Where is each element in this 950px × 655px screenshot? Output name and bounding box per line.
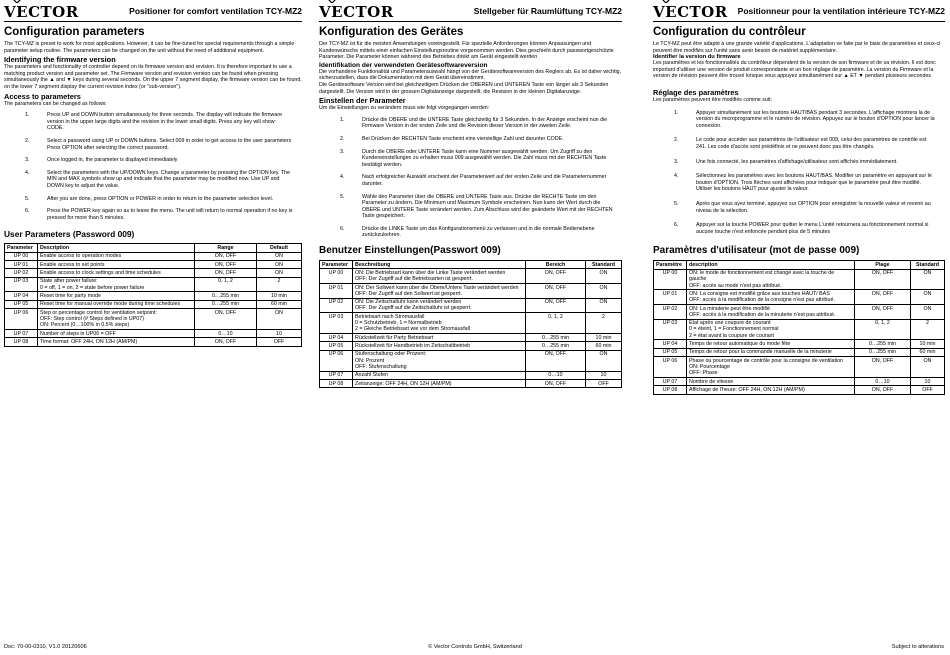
list-item: 3. Durch die OBERE oder UNTERE Taste kann eine Nummer ausgewählt werden. Um Zugriff zu den Kundeneinstellungen zu erhalten muss 009 ausgewählt werden. Die Zahl muss mit der RECHTEN Taste bestätigt werden. — [340, 148, 607, 168]
param-cell: UP 01 — [5, 261, 38, 269]
list-item: 5. Après que vous ayez terminé, appuyez sur OPTION pour enregistrer la nouvelle valeur et revenir au niveau de la sélection. — [674, 200, 931, 214]
logo-chevron-icon — [662, 0, 670, 3]
param-cell: UP 04 — [654, 340, 687, 348]
default-cell: ON — [911, 290, 945, 305]
param-cell: UP 08 — [320, 380, 353, 388]
range-cell: ON, OFF — [195, 261, 257, 269]
description-cell: Number of steps in UP06 = OFF — [38, 330, 195, 338]
header-english — [4, 0, 302, 22]
range-cell: 0…255 min — [855, 348, 911, 356]
list-item: 3. Once logged in, the parameter is displayed immediately — [25, 157, 178, 164]
range-cell: ON, OFF — [195, 269, 257, 277]
list-item: 1. Drücke die OBERE und die UNTERE Taste gleichzeitig für 3 Sekunden. In der Anzeige erscheint nun die Firmware Version in der ersten Zeile und die Revision dieser Version in der zweiten Zeile. — [340, 116, 608, 130]
description-cell: Nombre de vitesse — [687, 378, 855, 386]
description-cell: Rückstellzeit für Party Betriebsart — [353, 334, 526, 342]
param-cell: UP 08 — [5, 338, 38, 346]
list-item: 6. Appuyer sur la touche POWER pour quitter le menu L'unité retournera au fonctionnement normal si aucune touche n'est enfoncée pendant plus de 5 minutes — [674, 222, 929, 235]
description-cell: État après une coupure de courant 0 = éteint, 1 = Fonctionnement normal 2 = état avant la coupure de courant — [687, 319, 855, 340]
range-cell: ON, OFF — [195, 252, 257, 260]
description-cell: Enable access to operation modes — [38, 252, 195, 260]
param-cell: UP 05 — [654, 348, 687, 356]
param-cell: UP 06 — [320, 350, 353, 371]
param-cell: UP 00 — [654, 269, 687, 290]
column-header: Bereich — [526, 261, 586, 269]
param-cell: UP 07 — [320, 371, 353, 379]
param-cell: UP 01 — [320, 284, 353, 299]
column-header: Beschreibung — [353, 261, 526, 269]
firmware-text: Les paramètres et les fonctionnalités du contrôleur dépendent de la version de son firmware et de sa révision. Il est donc important d'utiliser une version de produit correspondante et un bon réglage de paramètre. La version du Firmware et la version de révision peuvent être trouvé lorsque vous appuyez simultanément sur ▲ ET ▼ pendant plusieurs secondes — [653, 60, 936, 80]
range-cell: 0…255 min — [526, 334, 586, 342]
range-cell: 0, 1, 2 — [855, 319, 911, 340]
table-row — [5, 309, 302, 330]
description-cell: Betriebsart nach Stromausfall 0 = Schutzbetrieb, 1 = Normalbetrieb 2 = Gleiche Betriebsart wie vor dem Stromausfall — [353, 313, 526, 334]
param-cell: UP 00 — [5, 252, 38, 260]
header-german — [319, 0, 622, 22]
firmware-text: Die vorhandene Funktionalität und Parameterauswahl hängt von der Gerätesoftwareversion des Reglers ab. Es ist daher wichtig, sicherzustellen, dass die Dokumentation mit dem Gerät übereinstimmt. Die Gerätesoftware Version wird bei gleichzeitigem Drücken der OBEREN und UNTEREN Taste von länger als 3 Sekunden dargestellt. Die Version wird in der grossen Digitalanzeige dargestellt, die Revision in der kleinen Digitalanzeige. — [319, 68, 622, 95]
access-heading: Einstellen der Parameter — [319, 96, 406, 106]
header-title: Positionneur pour la ventilation intérieure TCY-MZ2 — [737, 6, 945, 16]
table-row — [320, 371, 622, 379]
default-cell: ON — [586, 284, 622, 299]
column-header: Plage — [855, 261, 911, 269]
table-row — [654, 378, 945, 386]
description-cell: Zeitanzeige: OFF 24H, ON 12H (AM/PM) — [353, 380, 526, 388]
range-cell: ON, OFF — [526, 269, 586, 284]
footer-copyright: © Vector Controls GmbH, Switzerland — [428, 644, 522, 650]
param-cell: UP 05 — [5, 300, 38, 308]
description-cell: ON: le mode de fonctionnement est changé avec la touche de gauche OFF: accès au mode n'est pas attribué. — [687, 269, 855, 290]
table-row — [654, 348, 945, 356]
vector-logo — [319, 3, 394, 21]
access-heading: Réglage des paramètres — [653, 87, 739, 97]
list-item: 1. Press UP and DOWN button simultaneously for three seconds. The display will indicate the firmware version in the upper large digits and the revision in the lower small digits. Press any key will show: CODE. — [25, 112, 283, 132]
table-header-row — [654, 261, 945, 269]
default-cell: ON — [911, 269, 945, 290]
firmware-heading: Identifikation der verwendeten Gerätesoftwareversion — [319, 61, 488, 69]
range-cell: ON, OFF — [855, 305, 911, 320]
description-cell: Time format: OFF 24H, ON 12H (AM/PM) — [38, 338, 195, 346]
description-cell: Reset time for manual override mode during time schedules — [38, 300, 195, 308]
table-row — [320, 269, 622, 284]
param-cell: UP 07 — [654, 378, 687, 386]
steps-list — [653, 110, 945, 236]
intro-text: The TCY-MZ is preset to work for most applications. However, it can be fine-tuned for special requirements through a simple parameter setup routine. The parameters can be changed on the unit without the need of additional equipment. — [4, 41, 295, 54]
default-cell: ON — [257, 309, 302, 330]
table-row — [654, 290, 945, 305]
table-row — [654, 269, 945, 290]
default-cell: 60 min — [911, 348, 945, 356]
column-header: Standard — [911, 261, 945, 269]
section-heading: Configuration parameters — [4, 26, 145, 38]
param-cell: UP 02 — [654, 305, 687, 320]
description-cell: State after power failure: 0 = off, 1 = on, 2 = state before power failure — [38, 277, 195, 292]
description-cell: ON: La minuterie peut être modifié OFF: accès à la modification de la minuterie n'est pas attribué. — [687, 305, 855, 320]
default-cell: 2 — [586, 313, 622, 334]
firmware-text: The parameters and functionality of controller depend on its firmware version and revision. It is therefore important to use a matching product version and parameter set. The Firmware version and revision version can be found when pressing simultaneously the ▲ and ▼ keys during several seconds. On the upper 7 segment display, the firmware version can be found, on the lower 7 segment display the current revision index (or "sub-version"). — [4, 64, 302, 90]
range-cell: 0…10 — [855, 378, 911, 386]
table-row — [5, 330, 302, 338]
column-english — [4, 0, 302, 640]
vector-logo — [4, 3, 79, 21]
range-cell: ON, OFF — [195, 338, 257, 346]
list-item: 2. Le code pour accéder aux paramètres de l'utilisateur est 009, celui des paramètres de contrôle est 241. Les code d'accès sont prédéfinis et ne peuvent donc pas être changés. — [674, 137, 927, 150]
default-cell: ON — [911, 357, 945, 378]
table-row — [5, 277, 302, 292]
param-cell: UP 05 — [320, 342, 353, 350]
firmware-heading: Identifying the firmware version — [4, 55, 116, 65]
default-cell: 10 — [257, 330, 302, 338]
column-german — [319, 0, 622, 640]
parameter-table — [653, 260, 945, 395]
range-cell: 0, 1, 2 — [526, 313, 586, 334]
table-row — [320, 298, 622, 313]
default-cell: ON — [911, 305, 945, 320]
param-cell: UP 04 — [5, 292, 38, 300]
range-cell: ON, OFF — [526, 350, 586, 371]
description-cell: ON: La consigne est modifié grâce aux touches HAUT/ BAS OFF: accès à la modification de la consigne n'est pas attribué. — [687, 290, 855, 305]
default-cell: 10 min — [586, 334, 622, 342]
list-item: 3. Une fois connecté, les paramètres d'affichage/utilisateur sont affichés immédiatement. — [674, 158, 898, 165]
table-row — [5, 261, 302, 269]
table-row — [654, 357, 945, 378]
default-cell: ON — [257, 252, 302, 260]
description-cell: Stufenschaltung oder Prozent: ON: Prozent OFF: Stufenschaltung — [353, 350, 526, 371]
access-text: Les paramètres peuvent être modifiés comme suit: — [653, 96, 772, 103]
column-header: Paramètre — [654, 261, 687, 269]
list-item: 5. Wähle den Parameter über die OBERE und UNTERE Taste aus. Drücke die RECHTE Taste um den Parameter zu ändern. Die Minimum und Maximum Symbole erscheinen. Nun kann der Wert durch die OBERE und UNTERE Taste verändert werden. Zum Abschluss wird der geänderte Wert mit der RECHTEN Taste gespeichert. — [340, 193, 613, 220]
description-cell: Step or percentage control for ventilation setpoint: OFF: Step control (# Steps defined in UP07) ON: Percent (0…100% in 0.5% steps) — [38, 309, 195, 330]
header-french — [653, 0, 945, 22]
table-title: Paramètres d'utilisateur (mot de passe 009) — [653, 245, 860, 257]
header-title: Stellgeber für Raumlüftung TCY-MZ2 — [473, 6, 622, 16]
intro-text: Der TCY-MZ ist für die meisten Anwendungen voreingestellt. Für spezielle Anforderungen können Anpassungen und Kundenwünsche mittels einer einfachen Einstellungsroutine vorgenommen werden. Dies geschieht durch passwortgeschützte Parameter. Die Parameter können während des Betriebes direkt am Gerät eingestellt werden — [319, 41, 614, 61]
range-cell: ON, OFF — [526, 380, 586, 388]
list-item: 4. Sélectionnez les paramètres avec les boutons HAUT/BAS. Modifier un paramètre en appuyant sur le bouton d'OPTION. Trois fléches sont affichées pour indiquer que le paramètre peut être modifié. Utiliser les boutons HAUT pour ajuster la valeur. — [674, 173, 932, 193]
parameter-table — [4, 243, 302, 347]
column-header: Standard — [586, 261, 622, 269]
description-cell: ON: Die Zeitschaltuhr kann verändert werden OFF: Der Zugriff auf die Zeitschaltuhr ist gesperrt. — [353, 298, 526, 313]
logo-chevron-icon — [328, 0, 336, 3]
default-cell: 60 min — [257, 300, 302, 308]
section-heading: Konfiguration des Gerätes — [319, 26, 464, 38]
access-heading: Access to parameters — [4, 91, 81, 101]
default-cell: OFF — [911, 386, 945, 394]
list-item: 4. Select the parameters with the UP/DOWN keys. Change a parameter by pressing the OPTION key. The MIN and MAX symbols show up and indicate that the parameter may be modified now. Use UP and DOWN key to adjust the value. — [25, 169, 290, 189]
section-heading: Configuration du contrôleur — [653, 26, 806, 38]
list-item: 6. Drücke die LINKE Taste um das Konfigurationsmenü zu verlassen und in die normale Bedienebene zurückzukehren. — [340, 225, 595, 239]
param-cell: UP 03 — [320, 313, 353, 334]
range-cell: ON, OFF — [526, 284, 586, 299]
table-row — [5, 252, 302, 260]
table-row — [320, 380, 622, 388]
description-cell: Affichage de l'heure: OFF 24H, ON 12H (AM/PM) — [687, 386, 855, 394]
logo-chevron-icon — [13, 0, 21, 3]
default-cell: ON — [586, 350, 622, 371]
table-row — [654, 340, 945, 348]
column-header: Default — [257, 244, 302, 252]
table-row — [654, 319, 945, 340]
param-cell: UP 02 — [5, 269, 38, 277]
default-cell: ON — [586, 298, 622, 313]
param-cell: UP 03 — [654, 319, 687, 340]
table-row — [5, 300, 302, 308]
description-cell: Phase ou pourcentage de contrôle pour la consigne de ventilation ON: Pourcentage OFF: Phase — [687, 357, 855, 378]
logo-text: VECTOR — [319, 3, 394, 21]
default-cell: OFF — [586, 380, 622, 388]
table-row — [654, 386, 945, 394]
steps-list — [4, 112, 302, 221]
table-row — [5, 292, 302, 300]
table-row — [320, 342, 622, 350]
table-row — [5, 269, 302, 277]
logo-text: VECTOR — [653, 3, 728, 21]
param-cell: UP 06 — [5, 309, 38, 330]
table-header-row — [320, 261, 622, 269]
param-cell: UP 08 — [654, 386, 687, 394]
parameter-table — [319, 260, 622, 388]
table-row — [320, 313, 622, 334]
description-cell: Anzahl Stufen — [353, 371, 526, 379]
vector-logo — [653, 3, 728, 21]
param-cell: UP 01 — [654, 290, 687, 305]
description-cell: Enable access to clock settings and time schedules — [38, 269, 195, 277]
default-cell: 60 min — [586, 342, 622, 350]
column-header: Parameter — [5, 244, 38, 252]
default-cell: 10 min — [911, 340, 945, 348]
table-title: User Parameters (Password 009) — [4, 229, 135, 240]
range-cell: 0…255 min — [195, 300, 257, 308]
list-item: 6. Press the POWER key again so as to leave the menu. The unit will return to normal operation if no key is pressed for more than 5 minutes. — [25, 208, 293, 221]
access-text: Um die Einstellungen zu verändern muss wie folgt vorgegangen werden: — [319, 105, 490, 112]
default-cell: OFF — [257, 338, 302, 346]
column-header: Parameter — [320, 261, 353, 269]
range-cell: ON, OFF — [526, 298, 586, 313]
param-cell: UP 07 — [5, 330, 38, 338]
list-item: 2. Bei Drücken der RECHTEN Taste erscheint eine vierstellige Zahl und darunter CODE. — [340, 135, 564, 142]
table-row — [320, 284, 622, 299]
intro-text: Le TCY-MZ peut être adapté à une grande variété d'applications. L'adaptation se faite par le biais de paramètres et ceux-ci peuvent être modifiés sur l'unité sans avoir besoin de matériel supplémentaire. — [653, 41, 941, 54]
description-cell: Temps de retour automatique du mode fête — [687, 340, 855, 348]
param-cell: UP 03 — [5, 277, 38, 292]
list-item: 2. Select a password using UP or DOWN buttons. Select 009 in order to get access to the user parameters Press OPTION after selecting the correct password. — [25, 137, 292, 151]
column-french — [653, 0, 945, 640]
param-cell: UP 06 — [654, 357, 687, 378]
header-title: Positioner for comfort ventilation TCY-MZ2 — [129, 6, 302, 16]
range-cell: 0…255 min — [195, 292, 257, 300]
description-cell: Rückstellzeit für Handbetrieb im Zeitschaltbetrieb — [353, 342, 526, 350]
default-cell: ON — [257, 261, 302, 269]
range-cell: 0…10 — [526, 371, 586, 379]
default-cell: 2 — [911, 319, 945, 340]
table-row — [320, 350, 622, 371]
description-cell: Enable access to set points — [38, 261, 195, 269]
range-cell: 0…255 min — [526, 342, 586, 350]
logo-text: VECTOR — [4, 3, 79, 21]
list-item: 1. Appuyer simultanément sur les boutons HAUT/BAS pendant 3 secondes. L'affichage montrera la de version du microprogramme et le numéro de révision. Appuyez sur le bouton d'OPTION pour lancer la connexion. — [674, 109, 935, 129]
table-header-row — [5, 244, 302, 252]
range-cell: ON, OFF — [855, 269, 911, 290]
firmware-heading: Identifier la version du firmware — [653, 54, 741, 61]
description-cell: Reset time for party mode — [38, 292, 195, 300]
footer-doc-number: Doc: 70-00-0310, V1.0 20120606 — [4, 644, 87, 650]
list-item: 5. After you are done, press OPTION or POWER in order to return to the parameter selection level. — [25, 195, 274, 202]
description-cell: Temps de retour pour la commande manuelle de la minuterie — [687, 348, 855, 356]
access-text: The parameters can be changed as follows: — [4, 100, 107, 107]
range-cell: ON, OFF — [855, 290, 911, 305]
range-cell: 0…10 — [195, 330, 257, 338]
param-cell: UP 04 — [320, 334, 353, 342]
default-cell: ON — [257, 269, 302, 277]
table-row — [654, 305, 945, 320]
default-cell: 10 min — [257, 292, 302, 300]
column-header: description — [687, 261, 855, 269]
table-row — [320, 334, 622, 342]
default-cell: 2 — [257, 277, 302, 292]
param-cell: UP 00 — [320, 269, 353, 284]
range-cell: ON, OFF — [855, 386, 911, 394]
table-title: Benutzer Einstellungen(Passwort 009) — [319, 245, 501, 257]
column-header: Description — [38, 244, 195, 252]
param-cell: UP 02 — [320, 298, 353, 313]
range-cell: ON, OFF — [855, 357, 911, 378]
default-cell: 10 — [586, 371, 622, 379]
list-item: 4. Nach erfolgreicher Auswahl erscheint der Parameterwert auf der ersten Zeile und die Parameternummer darunter. — [340, 174, 607, 187]
footer-note: Subject to alterations — [891, 644, 944, 650]
default-cell: 10 — [911, 378, 945, 386]
description-cell: ON: Der Sollwert kann über die Obere/Untere Taste verändert werden OFF: Der Zugriff auf den Sollwert ist gesperrt. — [353, 284, 526, 299]
table-row — [5, 338, 302, 346]
description-cell: ON: Die Betriebsart kann über die Linke Taste verändert werden OFF: Der Zugriff auf die Betriebsarten ist gesperrt. — [353, 269, 526, 284]
column-header: Range — [195, 244, 257, 252]
range-cell: 0, 1, 2 — [195, 277, 257, 292]
default-cell: ON — [586, 269, 622, 284]
steps-list — [319, 117, 622, 239]
range-cell: ON, OFF — [195, 309, 257, 330]
range-cell: 0…255 min — [855, 340, 911, 348]
